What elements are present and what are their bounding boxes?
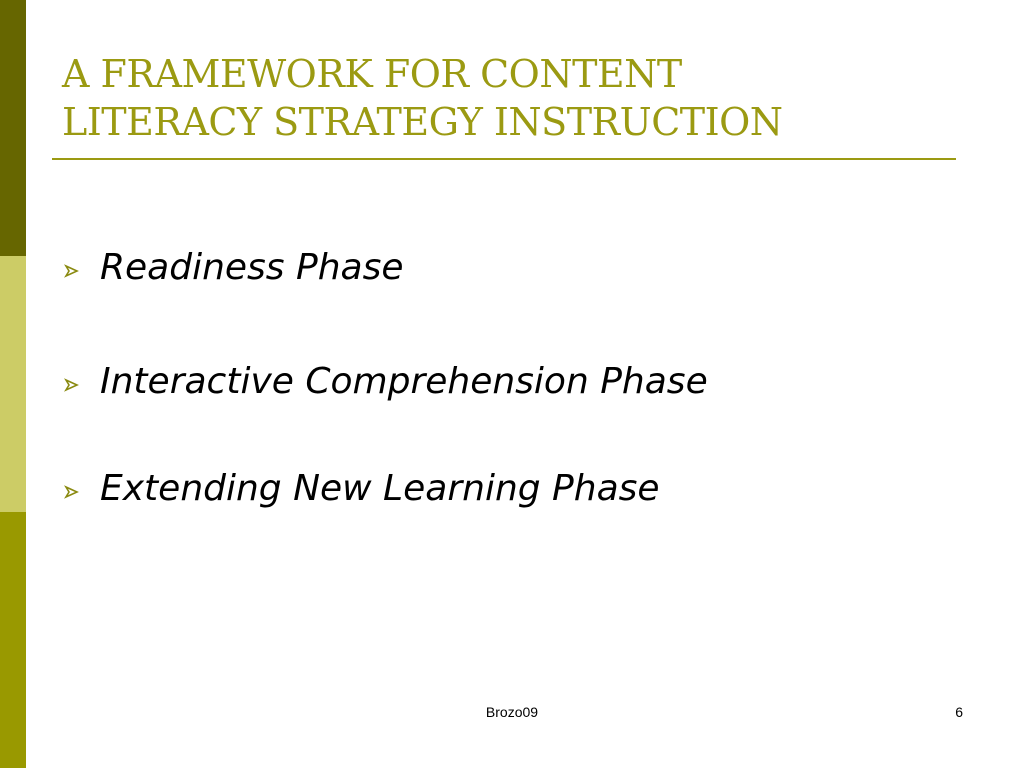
arrow-bullet-icon (62, 482, 82, 502)
side-bar-middle-segment (0, 256, 26, 512)
footer-author: Brozo09 (485, 704, 539, 720)
arrow-bullet-icon-svg (62, 482, 82, 502)
bullet-item-readiness (62, 240, 942, 300)
bullet-item-extending-new-learning (62, 461, 942, 521)
slide-title-line-1: A FRAMEWORK FOR CONTENT (62, 52, 682, 96)
arrow-bullet-icon (62, 375, 82, 395)
bullet-item-interactive-comprehension (62, 354, 942, 414)
bullet-text: Readiness Phase (100, 247, 404, 288)
arrow-bullet-icon-svg (62, 375, 82, 395)
slide-title (62, 50, 962, 146)
slide-title-line-2: LITERACY STRATEGY INSTRUCTION (62, 100, 783, 144)
arrow-bullet-icon (62, 261, 82, 281)
footer-page-number: 6 (955, 704, 963, 720)
arrow-bullet-icon-svg (62, 261, 82, 281)
bullet-text: Interactive Comprehension Phase (100, 361, 708, 402)
bullet-text: Extending New Learning Phase (100, 468, 660, 509)
title-underline (52, 158, 956, 160)
side-bar-bottom-segment (0, 512, 26, 768)
side-bar-top-segment (0, 0, 26, 256)
